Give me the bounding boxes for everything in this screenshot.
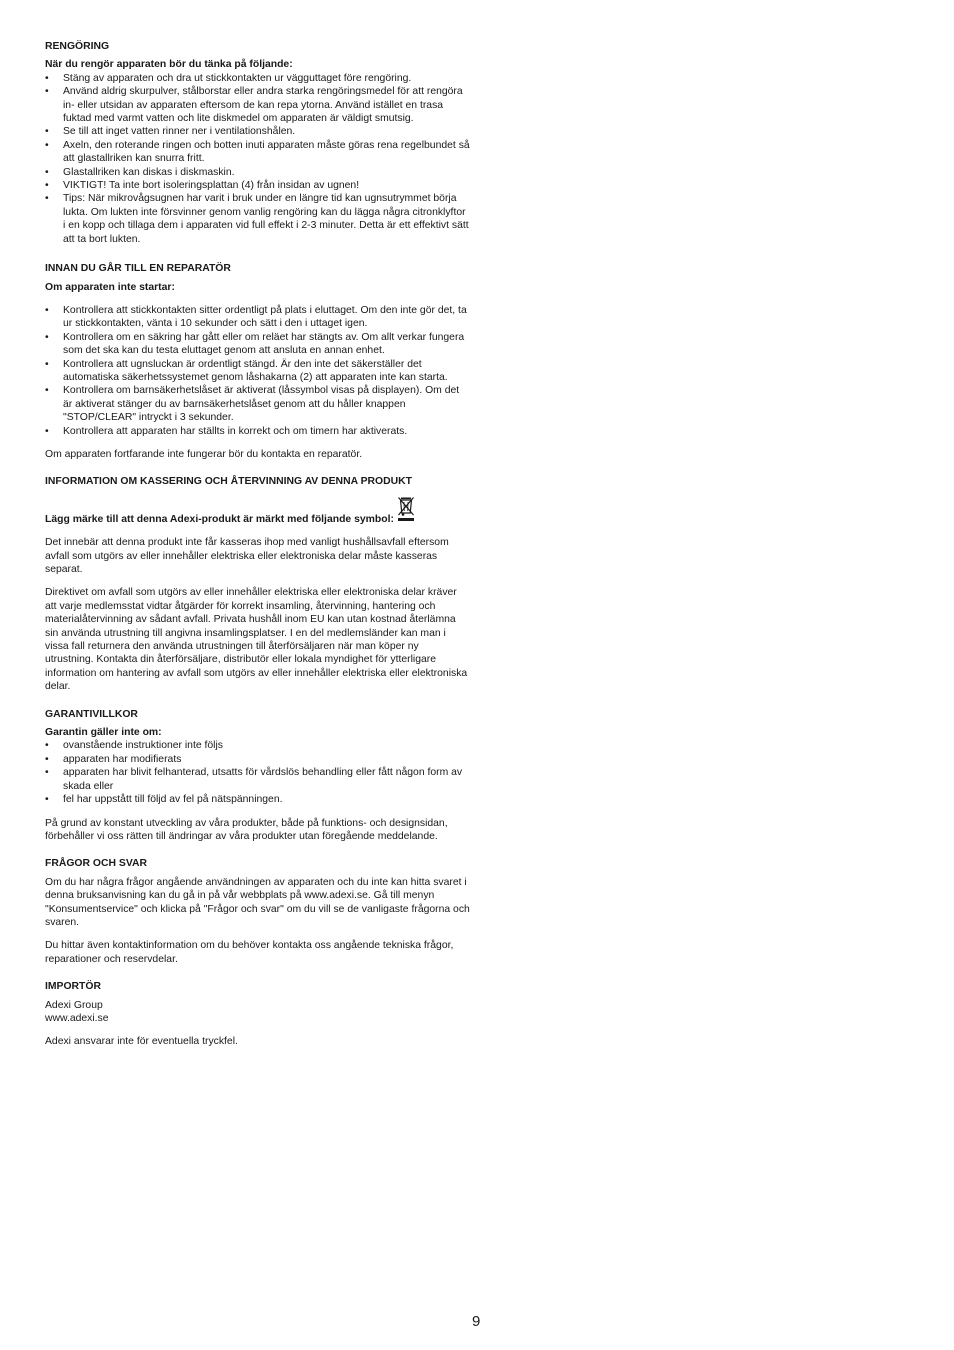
list-item: • Kontrollera att ugnsluckan är ordentligt stängd. Är den inte det säkerställer det automatiska säkerhetssystemet genom låshakarna (2) att apparaten inte kan starta. [45, 358, 470, 385]
symbol-line-text: Lägg märke till att denna Adexi-produkt är märkt med följande symbol: [45, 513, 394, 525]
list-item: • Se till att inget vatten rinner ner i ventilationshålen. [45, 125, 470, 138]
section-heading: INFORMATION OM KASSERING OCH ÅTERVINNING AV DENNA PRODUKT [45, 476, 412, 488]
list-item: • Kontrollera att apparaten har ställts in korrekt och om timern har aktiverats. [45, 425, 470, 438]
list-item: • apparaten har modifierats [45, 753, 470, 766]
warranty-list [45, 739, 470, 806]
list-item: • VIKTIGT! Ta inte bort isoleringsplattan (4) från insidan av ugnen! [45, 179, 470, 192]
list-item: • Kontrollera om barnsäkerhetslåset är aktiverat (låssymbol visas på displayen). Om det är aktiverat stänger du av barnsäkerhetslåset genom att du håller knappen "STOP/CLEAR" intryckt i 3 sekunder. [45, 384, 470, 424]
section-heading: INNAN DU GÅR TILL EN REPARATÖR [45, 263, 231, 275]
section-heading: IMPORTÖR [45, 981, 101, 993]
warranty-paragraph: På grund av konstant utveckling av våra produkter, både på funktions- och designsidan, förbehåller vi oss rätten till ändringar av våra produkter utan föregående meddelande. [45, 817, 448, 842]
repair-note: Om apparaten fortfarande inte fungerar bör du kontakta en reparatör. [45, 448, 363, 460]
symbol-line [45, 496, 470, 526]
section-disposal [45, 475, 470, 693]
section-faq [45, 857, 470, 966]
importer-website: www.adexi.se [45, 1012, 109, 1024]
list-item: • Kontrollera om en säkring har gått eller om reläet har stängts av. Om allt verkar fungera som det ska kan du testa eluttaget genom att ansluta en annan enhet. [45, 331, 470, 358]
list-item: • apparaten har blivit felhanterad, utsatts för vårdslös behandling eller fått någon form av skada eller [45, 766, 470, 793]
list-item: • Axeln, den roterande ringen och botten inuti apparaten måste göras rena regelbundet så att glastallriken kan snurra fritt. [45, 139, 470, 166]
section-repair [45, 262, 470, 461]
list-item: • Glastallriken kan diskas i diskmaskin. [45, 166, 470, 179]
page-number: 9 [472, 1313, 481, 1330]
importer-company: Adexi Group [45, 999, 103, 1011]
disposal-paragraph: Det innebär att denna produkt inte får kasseras ihop med vanligt hushållsavfall eftersom avfall som utgörs av eller innehåller elektriska eller elektroniska delar måste kasseras separat. [45, 537, 449, 575]
section-importer [45, 980, 470, 1049]
section-subheading: Garantin gäller inte om: [45, 727, 162, 739]
section-heading: RENGÖRING [45, 41, 110, 52]
section-subheading: När du rengör apparaten bör du tänka på följande: [45, 59, 293, 71]
importer-disclaimer: Adexi ansvarar inte för eventuella tryckfel. [45, 1036, 238, 1048]
faq-paragraph: Du hittar även kontaktinformation om du behöver kontakta oss angående tekniska frågor, reparationer och reservdelar. [45, 940, 454, 965]
list-item: • Kontrollera att stickkontakten sitter ordentligt på plats i eluttaget. Om den inte gör det, ta ur stickkontakten, vänta i 10 sekunder och sätt i den i uttaget igen. [45, 304, 470, 331]
list-item: • ovanstående instruktioner inte följs [45, 739, 470, 752]
repair-list [45, 304, 470, 438]
disposal-paragraph: Direktivet om avfall som utgörs av eller innehåller elektriska eller elektroniska delar kräver att varje medlemsstat vidtar åtgärder för korrekt insamling, återvinning, hantering och materialåtervinning av sådant avfall. Privata hushåll inom EU kan utan kostnad återlämna sin använda utrustning till angivna insamlingsplatser. I en del medlemsländer kan man i vissa fall returnera den använda utrustningen till återförsäljaren när man köper ny utrustning. Kontakta din återförsäljare, distributör eller lokala myndighet för ytterligare information om hantering av avfall som utgörs av eller innehåller elektriska eller elektroniska delar. [45, 587, 468, 693]
document-body [45, 40, 470, 1060]
list-item: • Stäng av apparaten och dra ut stickkontakten ur vägguttaget före rengöring. [45, 72, 470, 85]
list-item: • Använd aldrig skurpulver, stålborstar eller andra starka rengöringsmedel för att rengöra in- eller utsidan av apparaten eftersom de kan repa ytorna. Använd istället en trasa fuktad med varmt vatten och lite diskmedel om apparaten är väldigt smutsig. [45, 85, 470, 125]
crossed-bin-icon [397, 496, 415, 526]
section-warranty [45, 708, 470, 844]
faq-paragraph: Om du har några frågor angående användningen av apparaten och du inte kan hitta svaret i denna bruksanvisning kan du gå in på vår webbplats på www.adexi.se. Gå till menyn "Konsumentservice" och klicka på "Frågor och svar" om du vill se de vanligaste frågorna och svaren. [45, 876, 470, 928]
list-item: • Tips: När mikrovågsugnen har varit i bruk under en längre tid kan ugnsutrymmet börja lukta. Om lukten inte försvinner genom vanlig rengöring kan du lägga några citronklyftor i en kopp och tillaga dem i apparaten vid full effekt i 2-3 minuter. Detta är ett effektivt sätt att ta bort lukten. [45, 192, 470, 246]
section-heading: FRÅGOR OCH SVAR [45, 858, 147, 870]
cleaning-list [45, 72, 470, 246]
section-cleaning [45, 40, 470, 246]
section-subheading: Om apparaten inte startar: [45, 281, 175, 293]
list-item: • fel har uppstått till följd av fel på nätspänningen. [45, 793, 470, 806]
section-heading: GARANTIVILLKOR [45, 708, 138, 720]
